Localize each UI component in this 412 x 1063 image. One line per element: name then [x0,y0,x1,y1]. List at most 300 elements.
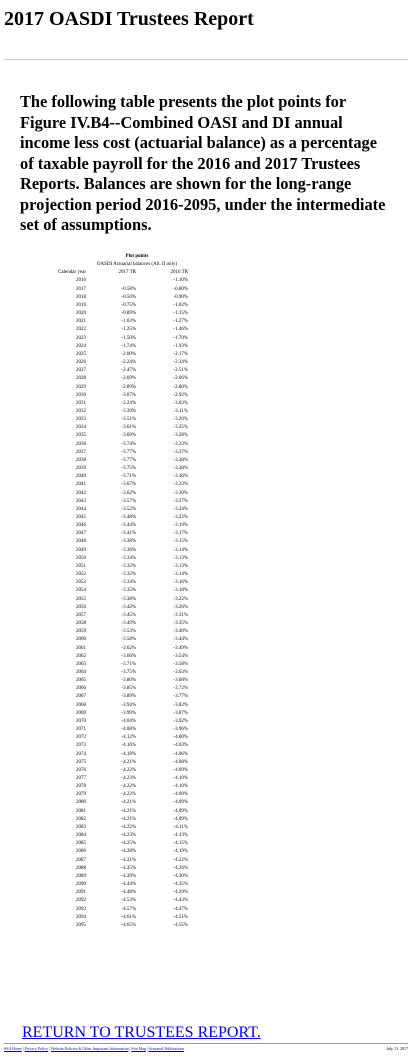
cell-2017: -4.31% [121,857,136,863]
cell-2016: -3.22% [173,596,188,602]
cell-2017: -2.00% [121,351,136,357]
cell-year: 2030 [76,392,86,398]
table-heading: Plot points [125,254,149,259]
cell-2016: -1.27% [173,319,188,325]
cell-2016: -3.15% [173,539,188,545]
cell-2016: -3.40% [173,629,188,635]
table-row [36,693,188,701]
cell-2016: -3.14% [173,572,188,578]
cell-2016: -3.13% [173,555,188,561]
table-row [36,751,188,759]
cell-year: 2031 [76,400,86,406]
cell-2017: -4.39% [121,873,136,879]
cell-2017: -3.57% [121,498,136,504]
cell-2017: -1.25% [121,327,136,333]
table-row [36,563,188,571]
cell-year: 2064 [76,669,86,675]
table-row [36,889,188,897]
table-row [36,318,188,326]
cell-year: 2095 [76,922,86,928]
cell-2016: -4.00% [173,735,188,741]
cell-year: 2053 [76,580,86,586]
cell-2017 [86,277,136,285]
cell-2016: -2.17% [173,351,188,357]
table-row [36,522,188,530]
cell-year: 2020 [76,311,86,317]
table-row [36,710,188,718]
footer-link-ssa-home[interactable]: SSA Home [4,1046,22,1051]
cell-year: 2050 [76,555,86,561]
cell-2016: -3.37% [173,449,188,455]
cell-year: 2032 [76,408,86,414]
table-row [36,490,188,498]
cell-2016: -4.09% [173,767,188,773]
cell-2017: -3.69% [121,433,136,439]
cell-year: 2043 [76,498,86,504]
cell-2016: -0.90% [173,294,188,300]
cell-year: 2037 [76,449,86,455]
cell-2016: -3.31% [173,612,188,618]
cell-year: 2070 [76,718,86,724]
cell-2016: -3.87% [173,710,188,716]
table-row [36,302,188,310]
cell-year: 2060 [76,637,86,643]
table-row [36,351,188,359]
cell-year: 2077 [76,776,86,781]
table-row [36,653,188,661]
cell-year: 2024 [76,343,86,349]
cell-2017: -0.89% [121,311,136,317]
cell-2017: -3.39% [121,408,136,414]
cell-2016: -3.30% [173,490,188,496]
table-row [36,914,188,922]
cell-2017: -3.77% [121,457,136,463]
table-row [36,848,188,856]
cell-year: 2094 [76,914,86,920]
cell-2017: -1.03% [121,319,136,325]
cell-2016: -2.66% [173,376,188,382]
cell-2016: -4.13% [173,833,188,839]
cell-2016: -4.22% [173,857,188,863]
cell-2016: -0.80% [173,286,188,292]
table-row [36,343,188,351]
cell-year: 2042 [76,490,86,496]
cell-year: 2016 [76,278,86,284]
cell-year: 2067 [76,694,86,700]
cell-2017: -3.71% [121,661,136,667]
cell-year: 2078 [76,784,86,790]
table-row [36,579,188,587]
cell-2017: -3.34% [121,580,136,586]
cell-year: 2085 [76,841,86,847]
cell-2016: -3.44% [173,637,188,643]
footer-separator: | [146,1046,148,1051]
cell-2017: -4.08% [121,727,136,733]
col-header-2016: 2016 TR [170,270,188,276]
cell-2017: -3.51% [121,417,136,423]
table-row [36,555,188,563]
cell-2017: -3.32% [121,563,136,569]
cell-2016: -3.17% [173,531,188,537]
table-row [36,636,188,644]
cell-2016: -4.19% [173,849,188,855]
table-row [36,473,188,481]
cell-year: 2045 [76,515,86,520]
cell-2016: -4.09% [173,800,188,806]
cell-year: 2044 [76,506,86,512]
cell-2016: -4.11% [173,824,188,830]
cell-year: 2091 [76,890,86,896]
cell-2017: -3.53% [121,629,136,635]
cell-year: 2035 [76,433,86,439]
cell-2017: -3.61% [121,425,136,431]
cell-year: 2080 [76,800,86,806]
cell-2016: -3.16% [173,580,188,586]
table-row [36,661,188,669]
table-row [36,857,188,865]
cell-2017: -4.21% [121,808,136,814]
table-row [36,481,188,489]
cell-2016: -4.51% [173,914,188,920]
cell-2016: -4.06% [173,751,188,757]
cell-2017: -3.35% [121,588,136,594]
cell-year: 2017 [76,286,86,292]
cell-2016: -4.03% [173,743,188,749]
cell-2017: -3.42% [121,604,136,610]
cell-2017: -3.62% [121,645,136,651]
cell-2016: -3.20% [173,417,188,423]
cell-year: 2076 [76,767,86,773]
footer-separator: | [129,1046,131,1051]
cell-year: 2081 [76,808,86,814]
table-row [36,759,188,767]
cell-year: 2088 [76,865,86,871]
table-row [36,441,188,449]
cell-2016: -4.15% [173,841,188,847]
cell-2016: -3.68% [173,678,188,684]
cell-year: 2028 [76,376,86,382]
table-row [36,277,188,285]
cell-2017: -3.94% [121,702,136,708]
table-row [36,506,188,514]
table-row [36,498,188,506]
cell-year: 2089 [76,873,86,879]
cell-2016: -3.33% [173,441,188,447]
footer-separator: | [22,1046,24,1051]
table-row [36,816,188,824]
cell-2016: -3.82% [173,702,188,708]
cell-year: 2055 [76,596,86,602]
table-row [36,677,188,685]
cell-2016: -3.63% [173,669,188,675]
cell-year: 2034 [76,425,86,431]
cell-2016: -4.55% [173,922,188,928]
table-row [36,726,188,734]
cell-year: 2039 [76,466,86,472]
col-header-year: Calendar year [58,270,86,276]
cell-2017: -1.74% [121,343,136,349]
cell-2016: -4.09% [173,816,188,822]
cell-year: 2066 [76,686,86,692]
cell-2016: -3.14% [173,547,188,553]
footer-link-privacy[interactable]: Privacy Policy [24,1046,49,1051]
cell-2017: -3.44% [121,523,136,529]
cell-year: 2083 [76,824,86,830]
cell-2017: -4.65% [121,922,136,928]
table-row [36,840,188,848]
cell-2017: -3.24% [121,400,136,406]
cell-2016: -1.70% [173,335,188,341]
cell-year: 2068 [76,702,86,708]
cell-year: 2079 [76,792,86,798]
cell-year: 2054 [76,588,86,594]
cell-year: 2086 [76,849,86,855]
cell-2017: -1.50% [121,335,136,341]
cell-2016: -1.93% [173,343,188,349]
cell-year: 2036 [76,441,86,447]
table-row [36,865,188,873]
table-row [36,384,188,392]
cell-2016: -4.08% [173,759,188,765]
cell-2016: -4.10% [173,776,188,781]
table-row [36,669,188,677]
cell-2016: -3.24% [173,506,188,512]
cell-2016: -3.33% [173,482,188,488]
cell-year: 2025 [76,351,86,357]
header-divider [4,59,408,60]
return-link[interactable]: RETURN TO TRUSTEES REPORT. [22,1024,261,1041]
cell-2016: -4.10% [173,784,188,790]
cell-2016: -4.09% [173,792,188,798]
cell-2017: -3.49% [121,621,136,627]
cell-2017: -4.22% [121,824,136,830]
cell-2017: -4.21% [121,800,136,806]
cell-2016: -3.19% [173,523,188,529]
table-row [36,538,188,546]
table-row [36,400,188,408]
cell-2016: -3.26% [173,604,188,610]
table-subheading: OASDI Actuarial balances (Alt. II only) [96,262,178,268]
cell-2016: -3.27% [173,498,188,504]
table-row [36,408,188,416]
table-row [36,799,188,807]
cell-2017: -4.21% [121,816,136,822]
cell-2016: -4.39% [173,890,188,896]
cell-year: 2065 [76,678,86,684]
table-row [36,457,188,465]
footer-link-site-map[interactable]: Site Map [131,1046,146,1051]
cell-2017: -4.35% [121,865,136,871]
cell-year: 2090 [76,882,86,888]
cell-year: 2026 [76,360,86,366]
cell-2017: -4.25% [121,841,136,847]
cell-2017: -4.61% [121,914,136,920]
cell-year: 2071 [76,727,86,733]
cell-2016: -3.38% [173,457,188,463]
cell-2016: -2.34% [173,360,188,366]
cell-2017: -3.80% [121,678,136,684]
cell-2016: -3.35% [173,621,188,627]
cell-2017: -4.22% [121,784,136,790]
cell-2017: -3.85% [121,686,136,692]
cell-year: 2049 [76,547,86,553]
cell-year: 2038 [76,457,86,463]
cell-2017: -3.41% [121,531,136,537]
cell-year: 2072 [76,735,86,741]
cell-2016: -3.22% [173,515,188,520]
cell-year: 2093 [76,906,86,912]
cell-2016: -2.80% [173,384,188,390]
cell-year: 2027 [76,368,86,374]
table-body [36,277,188,930]
cell-2016: -4.47% [173,906,188,912]
cell-2017: -0.56% [121,294,136,300]
page-title: 2017 OASDI Trustees Report [4,8,254,30]
table-row [36,824,188,832]
cell-2017: -3.32% [121,572,136,578]
cell-year: 2069 [76,710,86,716]
cell-2017: -4.16% [121,743,136,749]
plot-points-table [36,253,188,930]
table-row [36,286,188,294]
cell-2016: -3.54% [173,653,188,659]
table-row [36,881,188,889]
col-header-2017: 2017 TR [118,270,136,276]
table-row [36,547,188,555]
cell-2016: -3.18% [173,588,188,594]
cell-year: 2059 [76,629,86,635]
cell-year: 2041 [76,482,86,488]
table-row [36,645,188,653]
cell-2017: -3.75% [121,466,136,472]
cell-2017: -4.23% [121,776,136,781]
cell-2017: -3.77% [121,449,136,455]
cell-2016: -1.02% [173,302,188,308]
cell-2016: -3.96% [173,727,188,733]
table-row [36,897,188,905]
table-row [36,604,188,612]
table-row [36,326,188,334]
table-row [36,775,188,783]
cell-2017: -2.47% [121,368,136,374]
table-row [36,873,188,881]
cell-2017: -0.58% [121,286,136,292]
table-row [36,359,188,367]
cell-year: 2058 [76,621,86,627]
table-row [36,530,188,538]
table-row [36,392,188,400]
table-row [36,424,188,432]
footer-link-policies[interactable]: Website Policies & Other Important Information [50,1046,129,1051]
cell-2016: -3.36% [173,474,188,480]
table-row [36,702,188,710]
cell-2017: -3.75% [121,669,136,675]
table-row [36,718,188,726]
cell-year: 2057 [76,612,86,618]
footer-date: July 13, 2017 [386,1046,408,1051]
cell-2017: -3.48% [121,515,136,520]
cell-2016: -4.09% [173,808,188,814]
cell-year: 2087 [76,857,86,863]
cell-year: 2075 [76,759,86,765]
cell-year: 2084 [76,833,86,839]
table-row [36,367,188,375]
cell-2016: -3.11% [173,408,188,414]
cell-2016: -3.13% [173,563,188,569]
footer [4,1043,408,1051]
cell-2017: -3.74% [121,441,136,447]
cell-2016: -4.26% [173,865,188,871]
cell-2017: -3.62% [121,490,136,496]
cell-2017: -3.89% [121,694,136,700]
cell-2016: -3.92% [173,718,188,724]
cell-2017: -4.53% [121,898,136,904]
cell-2017: -4.44% [121,882,136,888]
table-row [36,620,188,628]
cell-2017: -2.24% [121,360,136,366]
cell-2016: -4.35% [173,882,188,888]
cell-2017: -3.58% [121,637,136,643]
cell-2017: -4.21% [121,759,136,765]
cell-2017: -4.28% [121,849,136,855]
table-row [36,791,188,799]
cell-year: 2052 [76,572,86,578]
cell-year: 2022 [76,327,86,333]
cell-2017: -3.71% [121,474,136,480]
cell-2016: -3.25% [173,425,188,431]
cell-2017: -3.38% [121,539,136,545]
table-row [36,571,188,579]
table-row [36,432,188,440]
cell-2017: -3.36% [121,547,136,553]
cell-2017: -4.04% [121,718,136,724]
cell-2017: -4.12% [121,735,136,741]
cell-2017: -4.57% [121,906,136,912]
cell-2017: -3.07% [121,392,136,398]
cell-year: 2019 [76,302,86,308]
cell-year: 2062 [76,653,86,659]
cell-2016: -3.28% [173,433,188,439]
footer-separator: | [49,1046,50,1051]
cell-year: 2023 [76,335,86,341]
table-row [36,906,188,914]
cell-2016: -3.49% [173,645,188,651]
cell-2017: -3.67% [121,482,136,488]
cell-2017: -4.48% [121,890,136,896]
table-row [36,587,188,595]
footer-link-actuarial[interactable]: Actuarial Publications [148,1046,185,1051]
cell-2017: -4.22% [121,767,136,773]
cell-2017: -4.23% [121,833,136,839]
cell-2016: -4.30% [173,873,188,879]
cell-year: 2046 [76,523,86,529]
cell-2016: -1.15% [173,311,188,317]
table-row [36,375,188,383]
table-row [36,449,188,457]
cell-year: 2051 [76,563,86,569]
cell-2017: -3.45% [121,612,136,618]
table-row [36,808,188,816]
cell-year: 2074 [76,751,86,757]
table-row [36,596,188,604]
cell-year: 2018 [76,294,86,300]
table-row [36,767,188,775]
table-row [36,416,188,424]
cell-year: 2092 [76,898,86,904]
table-row [36,310,188,318]
table-row [36,783,188,791]
cell-year: 2082 [76,816,86,822]
